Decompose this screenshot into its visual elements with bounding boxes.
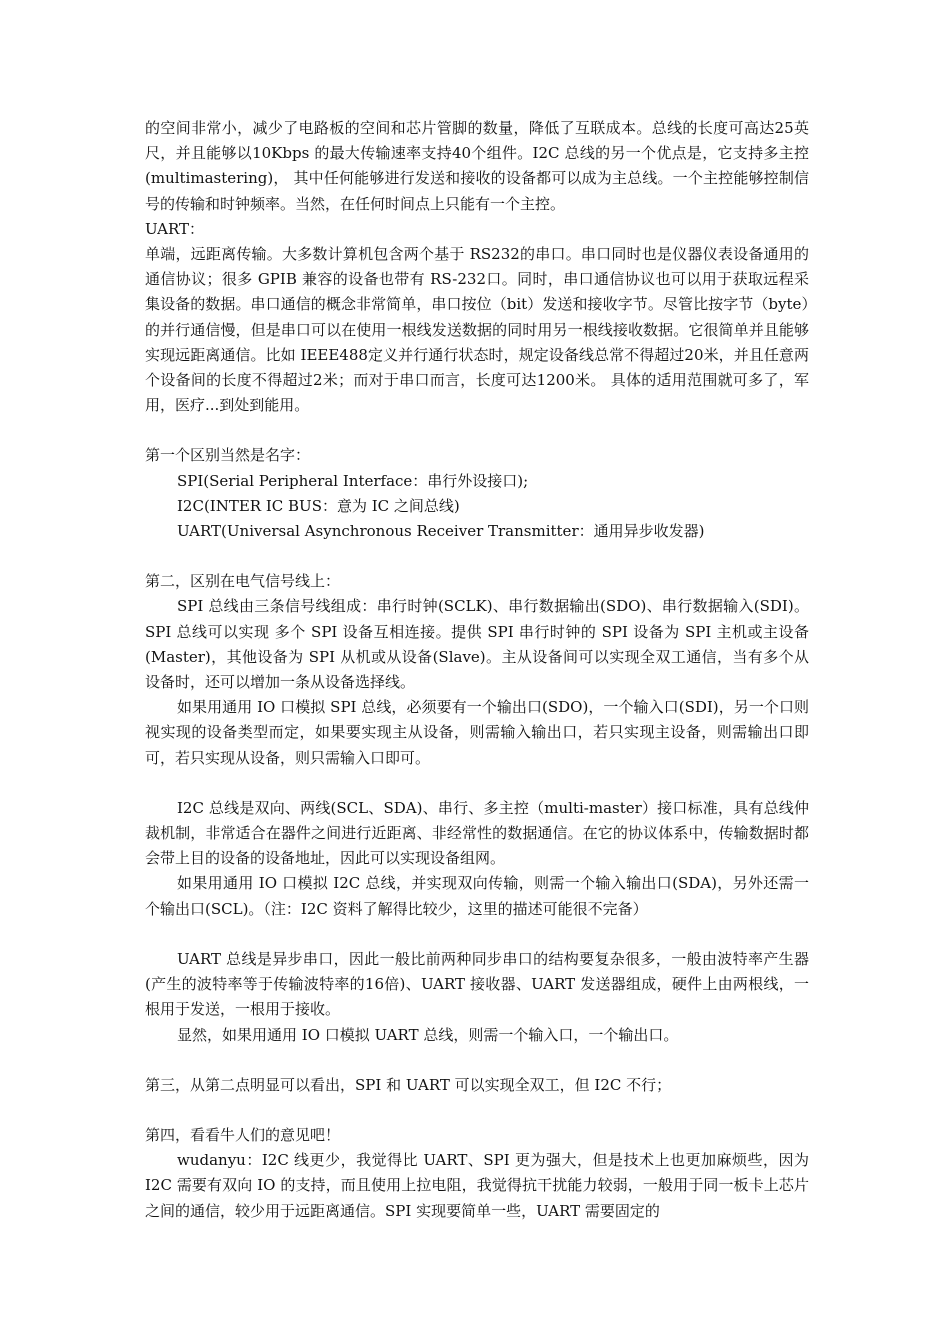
uart-description: 单端，远距离传输。大多数计算机包含两个基于 RS232的串口。串口同时也是仪器仪表设备通用的通信协议；很多 GPIB 兼容的设备也带有 RS-232口。同时，串口通信协议也可以用于获取远程采集设备的数据。串口通信的概念非常简单，串口按位（bit）发送和接收字节。尽管比按字节（byte）的并行通信慢，但是串口可以在使用一根线发送数据的同时用另一根线接收数据。它很简单并且能够实现远距离通信。比如 IEEE488定义并行通行状态时，规定设备线总常不得超过20米，并且任意两个设备间的长度不得超过2米；而对于串口而言，长度可达1200米。 具体的适用范围就可多了，军用，医疗...到处到能用。 [145,245,809,415]
spacer [145,771,809,796]
document-page [145,116,809,1224]
section3-paragraph: 第三，从第二点明显可以看出，SPI 和 UART 可以实现全双工，但 I2C 不行； [145,1075,672,1094]
name-item-spi: SPI(Serial Peripheral Interface：串行外设接口); [177,471,529,490]
name-item-i2c: I2C(INTER IC BUS：意为 IC 之间总线) [177,496,460,515]
i2c-paragraph-1: I2C 总线是双向、两线(SCL、SDA)、串行、多主控（multi-master）接口标准，具有总线仲裁机制，非常适合在器件之间进行近距离、非经常性的数据通信。在它的协议体系中，传输数据时都会带上目的设备的设备地址，因此可以实现设备组网。 [145,798,809,868]
spi-paragraph-2: 如果用通用 IO 口模拟 SPI 总线，必须要有一个输出口(SDO)，一个输入口(SDI)，另一个口则视实现的设备类型而定，如果要实现主从设备，则需输入输出口，若只实现主设备，则需输出口即可，若只实现从设备，则只需输入口即可。 [145,698,809,767]
spacer [145,922,809,947]
section4-paragraph: wudanyu：I2C 线更少，我觉得比 UART、SPI 更为强大，但是技术上也更加麻烦些，因为 I2C 需要有双向 IO 的支持，而且使用上拉电阻，我觉得抗干扰能力较弱，一般用于同一板卡上芯片之间的通信，较少用于远距离通信。SPI 实现要简单一些，UART 需要固定的 [145,1151,809,1220]
uart-heading: UART： [145,219,205,238]
spacer [145,1048,809,1073]
name-item-uart: UART(Universal Asynchronous Receiver Transmitter：通用异步收发器) [177,522,705,541]
i2c-paragraph-2: 如果用通用 IO 口模拟 I2C 总线，并实现双向传输，则需一个输入输出口(SDA)，另外还需一个输出口(SCL)。（注：I2C 资料了解得比较少，这里的描述可能很不完备） [145,874,809,918]
section4-heading: 第四，看看牛人们的意见吧！ [145,1125,341,1144]
spacer [145,418,809,443]
spi-paragraph-1: SPI 总线由三条信号线组成：串行时钟(SCLK)、串行数据输出(SDO)、串行数据输入(SDI)。SPI 总线可以实现 多个 SPI 设备互相连接。提供 SPI 串行时钟的 SPI 设备为 SPI 主机或主设备(Master)，其他设备为 SPI 从机或从设备(Slave)。主从设备间可以实现全双工通信，当有多个从设备时，还可以增加一条从设备选择线。 [145,597,809,692]
section1-heading: 第一个区别当然是名字： [145,446,311,465]
intro-paragraph: 的空间非常小，减少了电路板的空间和芯片管脚的数量，降低了互联成本。总线的长度可高达25英尺，并且能够以10Kbps 的最大传输速率支持40个组件。I2C 总线的另一个优点是，它支持多主控(multimastering)， 其中任何能够进行发送和接收的设备都可以成为主总线。一个主控能够控制信号的传输和时钟频率。当然，在任何时间点上只能有一个主控。 [145,119,809,213]
section2-heading: 第二，区别在电气信号线上： [145,572,341,591]
uart-paragraph-1: UART 总线是异步串口，因此一般比前两种同步串口的结构要复杂很多，一般由波特率产生器(产生的波特率等于传输波特率的16倍)、UART 接收器、UART 发送器组成，硬件上由两根线，一根用于发送，一根用于接收。 [145,949,809,1019]
uart-paragraph-2: 显然，如果用通用 IO 口模拟 UART 总线，则需一个输入口，一个输出口。 [177,1025,679,1044]
spacer [145,544,809,569]
spacer [145,1098,809,1123]
